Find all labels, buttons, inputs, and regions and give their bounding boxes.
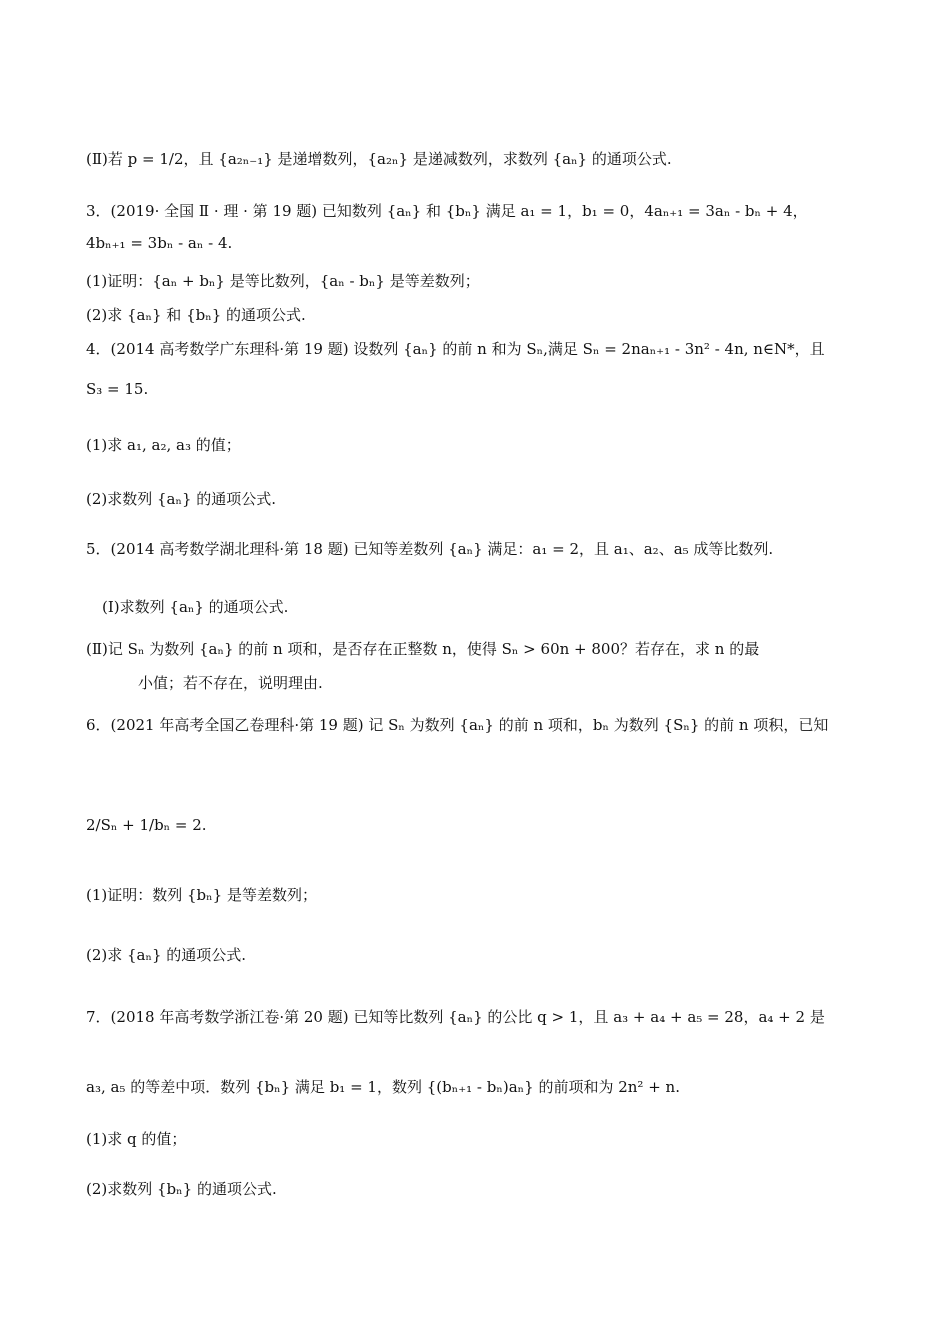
- problem-line: (Ⅱ)记 Sₙ 为数列 {aₙ} 的前 n 项和，是否存在正整数 n，使得 Sₙ > 60n + 800？若存在，求 n 的最: [86, 640, 760, 658]
- problem-line: 小值；若不存在，说明理由.: [138, 674, 323, 692]
- problem-line: (1)证明：数列 {bₙ} 是等差数列；: [86, 886, 317, 904]
- problem-line: 6．(2021 年高考全国乙卷理科·第 19 题) 记 Sₙ 为数列 {aₙ} 的前 n 项和，bₙ 为数列 {Sₙ} 的前 n 项积，已知: [86, 716, 829, 734]
- problem-line: (1)证明：{aₙ + bₙ} 是等比数列，{aₙ - bₙ} 是等差数列；: [86, 272, 480, 290]
- problem-line: 3．(2019· 全国 Ⅱ · 理 · 第 19 题) 已知数列 {aₙ} 和 {bₙ} 满足 a₁ = 1，b₁ = 0，4aₙ₊₁ = 3aₙ - bₙ + 4，: [86, 202, 808, 220]
- problem-line: (2)求 {aₙ} 的通项公式.: [86, 946, 247, 964]
- problem-line: (1)求 a₁, a₂, a₃ 的值；: [86, 436, 241, 454]
- problem-line: (Ⅰ)求数列 {aₙ} 的通项公式.: [102, 598, 289, 616]
- problem-line: 7．(2018 年高考数学浙江卷·第 20 题) 已知等比数列 {aₙ} 的公比 q > 1，且 a₃ + a₄ + a₅ = 28，a₄ + 2 是: [86, 1008, 825, 1026]
- problem-line: 4bₙ₊₁ = 3bₙ - aₙ - 4.: [86, 234, 233, 252]
- problem-line: 5．(2014 高考数学湖北理科·第 18 题) 已知等差数列 {aₙ} 满足：a₁ = 2，且 a₁、a₂、a₅ 成等比数列.: [86, 540, 774, 558]
- problem-line: (2)求数列 {aₙ} 的通项公式.: [86, 490, 277, 508]
- problem-line: 2/Sₙ + 1/bₙ = 2.: [86, 816, 207, 834]
- problem-line: (2)求数列 {bₙ} 的通项公式.: [86, 1180, 277, 1198]
- problem-line: a₃, a₅ 的等差中项．数列 {bₙ} 满足 b₁ = 1，数列 {(bₙ₊₁ - bₙ)aₙ} 的前项和为 2n² + n.: [86, 1078, 680, 1096]
- problem-line: S₃ = 15.: [86, 380, 149, 398]
- problem-line: (2)求 {aₙ} 和 {bₙ} 的通项公式.: [86, 306, 306, 324]
- problem-line: (1)求 q 的值；: [86, 1130, 187, 1148]
- problem-line: 4．(2014 高考数学广东理科·第 19 题) 设数列 {aₙ} 的前 n 和为 Sₙ,满足 Sₙ = 2naₙ₊₁ - 3n² - 4n, n∈N*，且: [86, 340, 825, 358]
- problem-line: (Ⅱ)若 p = 1/2，且 {a₂ₙ₋₁} 是递增数列，{a₂ₙ} 是递减数列，求数列 {aₙ} 的通项公式.: [86, 150, 672, 168]
